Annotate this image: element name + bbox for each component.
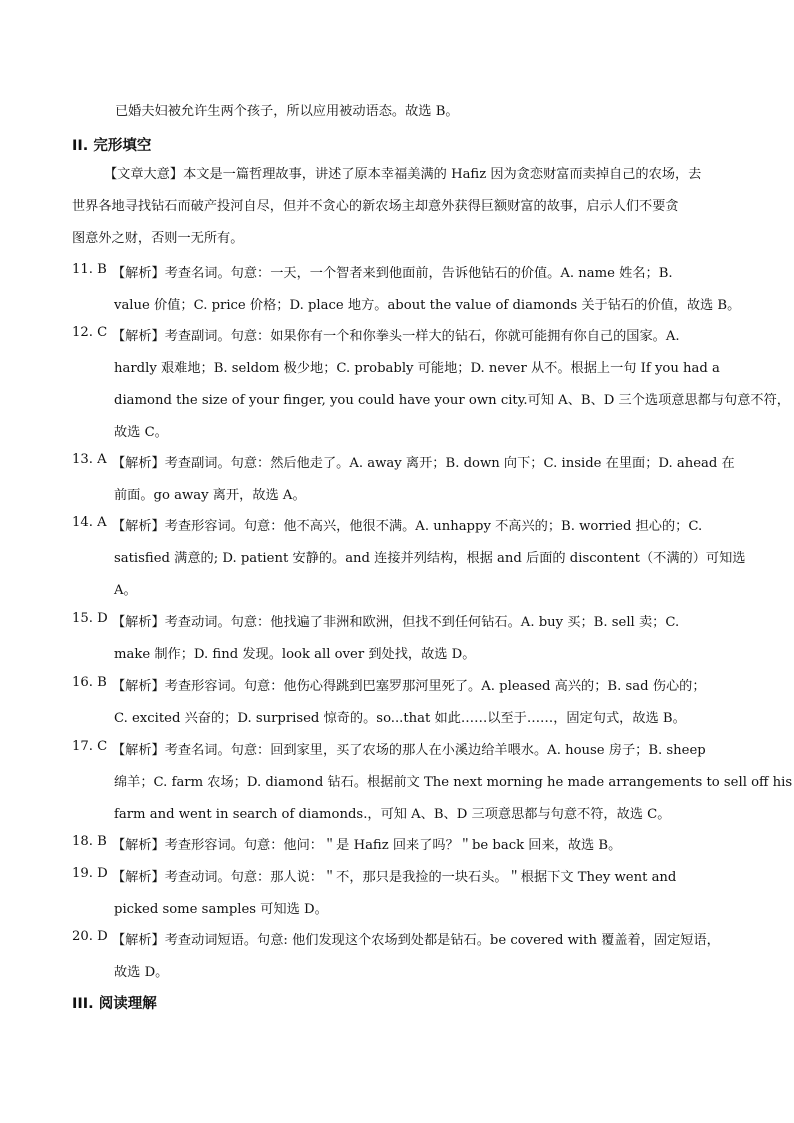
continued-explanation-line: 已婚夫妇被允许生两个孩子，所以应用被动语态。故选 B。 bbox=[115, 104, 459, 119]
explanation-line: 前面。go away 离开，故选 A。 bbox=[114, 488, 306, 503]
answer-number: 17. C bbox=[72, 739, 108, 754]
explanation-line: 【解析】考查形容词。句意：他不高兴，他很不满。A. unhappy 不高兴的；B. worried 担心的；C. bbox=[112, 519, 703, 534]
explanation-line: value 价值；C. price 价格；D. place 地方。about the value of diamonds 关于钻石的价值，故选 B。 bbox=[114, 298, 741, 313]
section-heading-cloze: II. 完形填空 bbox=[72, 138, 152, 154]
explanation-line: hardly 艰难地；B. seldom 极少地；C. probably 可能地；D. never 从不。根据上一句 If you had a bbox=[114, 361, 720, 376]
answer-number: 12. C bbox=[72, 325, 108, 340]
explanation-line: satisfied 满意的; D. patient 安静的。and 连接并列结构，根据 and 后面的 discontent（不满的）可知选 bbox=[114, 551, 746, 566]
explanation-line: 【解析】考查副词。句意：如果你有一个和你拳头一样大的钻石，你就可能拥有你自己的国家。A. bbox=[112, 329, 680, 344]
answer-number: 19. D bbox=[72, 866, 108, 881]
section-heading-reading: III. 阅读理解 bbox=[72, 996, 157, 1012]
answer-number: 16. B bbox=[72, 675, 107, 690]
explanation-line: 故选 D。 bbox=[114, 965, 169, 980]
explanation-line: 【解析】考查副词。句意：然后他走了。A. away 离开；B. down 向下；C. inside 在里面；D. ahead 在 bbox=[112, 456, 735, 471]
answer-number: 15. D bbox=[72, 611, 108, 626]
explanation-line: 【解析】考查动词短语。句意: 他们发现这个农场到处都是钻石。be covered with 覆盖着，固定短语， bbox=[112, 933, 720, 948]
explanation-line: diamond the size of your finger, you could have your own city.可知 A、B、D 三个选项意思都与句意不符， bbox=[114, 393, 790, 408]
answer-number: 13. A bbox=[72, 452, 107, 467]
explanation-line: C. excited 兴奋的；D. surprised 惊奇的。so...that 如此……以至于……，固定句式，故选 B。 bbox=[114, 711, 686, 726]
explanation-line: 【解析】考查形容词。句意：他伤心得跳到巴塞罗那河里死了。A. pleased 高兴的；B. sad 伤心的； bbox=[112, 679, 706, 694]
explanation-line: 故选 C。 bbox=[114, 425, 168, 440]
explanation-line: 【解析】考查动词。句意：那人说：＂不，那只是我捡的一块石头。＂根据下文 They went and bbox=[112, 870, 677, 885]
explanation-line: 绵羊；C. farm 农场；D. diamond 钻石。根据前文 The next morning he made arrangements to sell off his bbox=[114, 775, 793, 790]
answer-number: 20. D bbox=[72, 929, 108, 944]
explanation-line: 【解析】考查形容词。句意：他问：＂是 Hafiz 回来了吗？＂be back 回来，故选 B。 bbox=[112, 838, 622, 853]
explanation-line: A。 bbox=[114, 583, 137, 598]
summary-line: 世界各地寻找钻石而破产投河自尽，但并不贪心的新农场主却意外获得巨额财富的故事，启示人们不要贪 bbox=[72, 199, 679, 214]
explanation-line: 【解析】考查名词。句意：一天，一个智者来到他面前，告诉他钻石的价值。A. name 姓名；B. bbox=[112, 266, 673, 281]
answer-number: 18. B bbox=[72, 834, 107, 849]
explanation-line: make 制作；D. find 发现。look all over 到处找，故选 D。 bbox=[114, 647, 476, 662]
answer-number: 11. B bbox=[72, 262, 107, 277]
answer-number: 14. A bbox=[72, 515, 107, 530]
summary-line: 【文章大意】本文是一篇哲理故事，讲述了原本幸福美满的 Hafiz 因为贪恋财富而卖掉自己的农场，去 bbox=[104, 167, 702, 182]
summary-line: 图意外之财，否则一无所有。 bbox=[72, 231, 244, 246]
explanation-line: picked some samples 可知选 D。 bbox=[114, 902, 328, 917]
explanation-line: farm and went in search of diamonds.，可知 A、B、D 三项意思都与句意不符，故选 C。 bbox=[114, 807, 671, 822]
explanation-line: 【解析】考查名词。句意：回到家里，买了农场的那人在小溪边给羊喂水。A. house 房子；B. sheep bbox=[112, 743, 706, 758]
explanation-line: 【解析】考查动词。句意：他找遍了非洲和欧洲，但找不到任何钻石。A. buy 买；B. sell 卖；C. bbox=[112, 615, 680, 630]
